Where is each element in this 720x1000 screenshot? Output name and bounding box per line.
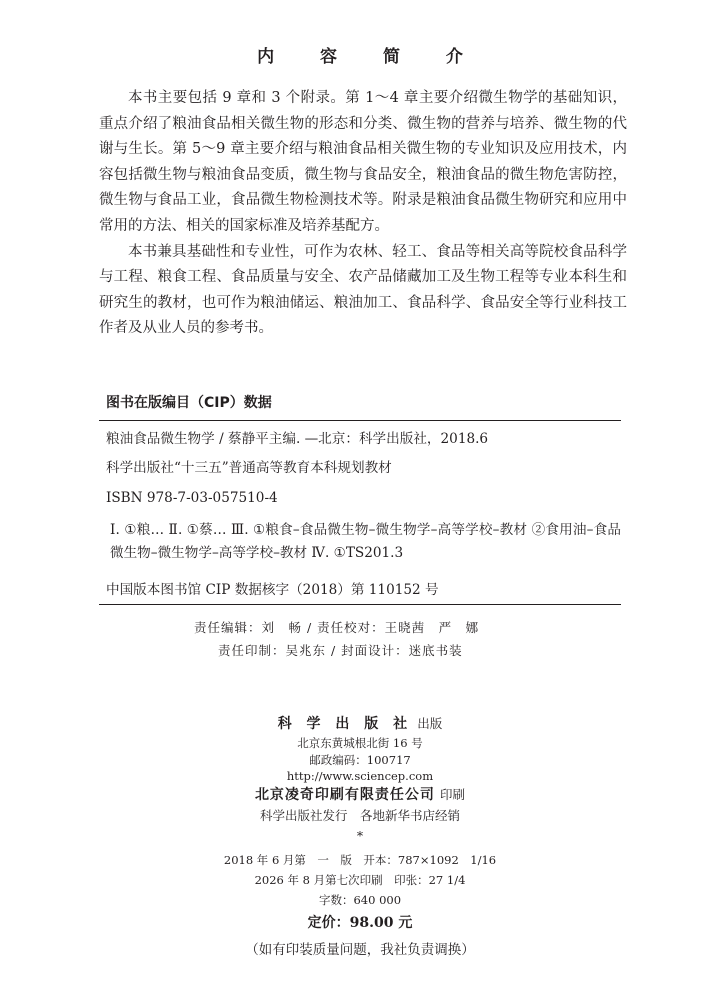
cip-series: 科学出版社“十三五”普通高等教育本科规划教材 [106,460,392,476]
quality-notice: （如有印装质量问题，我社负责调换） [245,942,475,958]
printer-name: 北京凌奇印刷有限责任公司 [254,787,435,803]
editor-credits: 责任编辑：刘 畅 / 责任校对：王晓茜 严 娜 [194,620,480,635]
printer-suffix: 印刷 [440,787,466,802]
cip-entry: 粮油食品微生物学 / 蔡静平主编. —北京：科学出版社，2018.6 [106,431,489,447]
price: 定价：98.00 元 [307,915,413,931]
cip-divider-bottom [99,604,621,605]
cip-heading: 图书在版编目（CIP）数据 [106,395,272,411]
synopsis-paragraph-2: 本书兼具基础性和专业性，可作为农林、轻工、食品等相关高等院校食品科学与工程、粮食工程、食品质量与安全、农产品储藏加工及生物工程等专业本科生和研究生的教材，也可作为粮油储运、粮油加工、食品科学、食品安全等行业科技工作者及从业人员的参考书。 [99,243,627,337]
synopsis-paragraph-1: 本书主要包括 9 章和 3 个附录。第 1～4 章主要介绍微生物学的基础知识，重点介绍了粮油食品相关微生物的形态和分类、微生物的营养与培养、微生物的代谢与生长。第 5～9 章主要介绍与粮油食品相关微生物的专业知识及应用技术，内容包括微生物与粮油食品变质，微生物与食品安全，粮油食品的微生物危害防控，微生物与食品工业，食品微生物检测技术等。附录是粮油食品微生物研究和应用中常用的方法、相关的国家标准及培养基配方。 [99,90,627,234]
distribution-note: 科学出版社发行 各地新华书店经销 [259,808,460,823]
edition-info: 2018 年 6 月第 一 版 开本：787×1092 1/16 [223,853,497,867]
cip-isbn: ISBN 978-7-03-057510-4 [106,490,278,506]
publisher-line [0,713,720,733]
publisher-suffix: 出版 [417,716,443,731]
synopsis-title: 内 容 简 介 [257,47,483,67]
publisher-address: 北京东黄城根北街 16 号 [297,736,423,750]
production-credits: 责任印制：吴兆东 / 封面设计：迷底书装 [218,643,463,658]
word-count: 字数：640 000 [318,893,402,907]
printing-info: 2026 年 8 月第七次印刷 印张：27 1/4 [254,873,466,887]
website: http://www.sciencep.com [286,769,434,783]
separator-asterisk: * [356,828,364,843]
cip-record-number: 中国版本图书馆 CIP 数据核字（2018）第 110152 号 [106,582,439,598]
cip-classification: Ⅰ. ①粮… Ⅱ. ①蔡… Ⅲ. ①粮食–食品微生物–微生物学–高等学校–教材 ②食用油–食品微生物–微生物学–高等学校–教材 Ⅳ. ①TS201.3 [110,522,621,561]
publisher-name: 科 学 出 版 社 [277,716,413,732]
postcode: 邮政编码：100717 [309,753,411,767]
printer-line [0,784,720,804]
synopsis-body [99,86,627,342]
cip-divider-top [99,420,621,421]
